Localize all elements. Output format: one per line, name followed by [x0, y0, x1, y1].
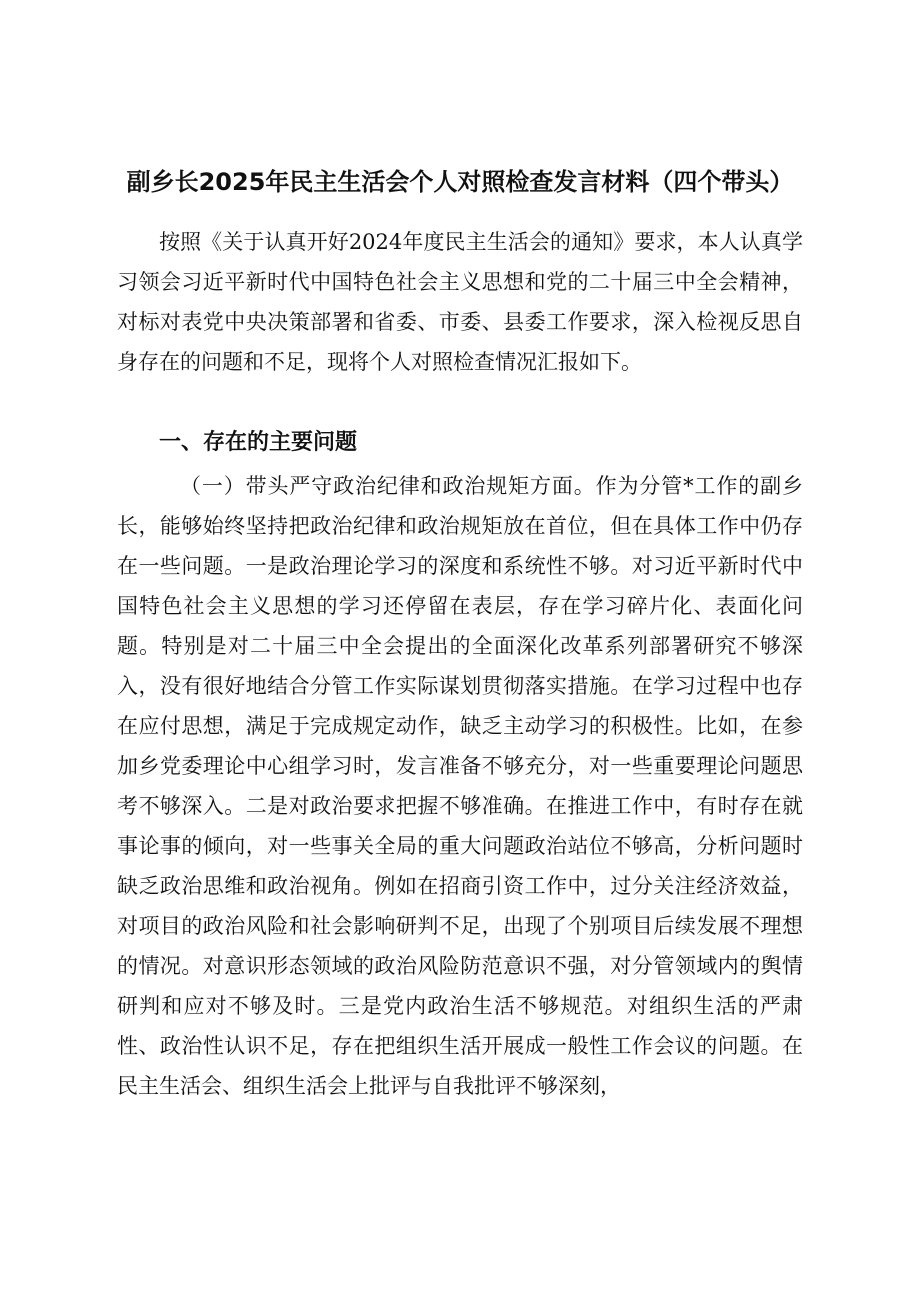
intro-paragraph: 按照《关于认真开好2024年度民主生活会的通知》要求，本人认真学习领会习近平新时代中国特色社会主义思想和党的二十届三中全会精神，对标对表党中央决策部署和省委、市委、县委工作要求，深入检视反思自身存在的问题和不足，现将个人对照检查情况汇报如下。	[117, 230, 803, 374]
document-title: 副乡长2025年民主生活会个人对照检查发言材料（四个带头）	[126, 168, 794, 196]
section-paragraph: （一）带头严守政治纪律和政治规矩方面。作为分管*工作的副乡长，能够始终坚持把政治纪律和政治规矩放在首位，但在具体工作中仍存在一些问题。一是政治理论学习的深度和系统性不够。对习近平新时代中国特色社会主义思想的学习还停留在表层，存在学习碎片化、表面化问题。特别是对二十届三中全会提出的全面深化改革系列部署研究不够深入，没有很好地结合分管工作实际谋划贯彻落实措施。在学习过程中也存在应付思想，满足于完成规定动作，缺乏主动学习的积极性。比如，在参加乡党委理论中心组学习时，发言准备不够充分，对一些重要理论问题思考不够深入。二是对政治要求把握不够准确。在推进工作中，有时存在就事论事的倾向，对一些事关全局的重大问题政治站位不够高，分析问题时缺乏政治思维和政治视角。例如在招商引资工作中，过分关注经济效益，对项目的政治风险和社会影响研判不足，出现了个别项目后续发展不理想的情况。对意识形态领域的政治风险防范意识不强，对分管领域内的舆情研判和应对不够及时。三是党内政治生活不够规范。对组织生活的严肃性、政治性认识不足，存在把组织生活开展成一般性工作会议的问题。在民主生活会、组织生活会上批评与自我批评不够深刻，	[117, 474, 803, 1098]
section-heading: 一、存在的主要问题	[159, 430, 358, 455]
